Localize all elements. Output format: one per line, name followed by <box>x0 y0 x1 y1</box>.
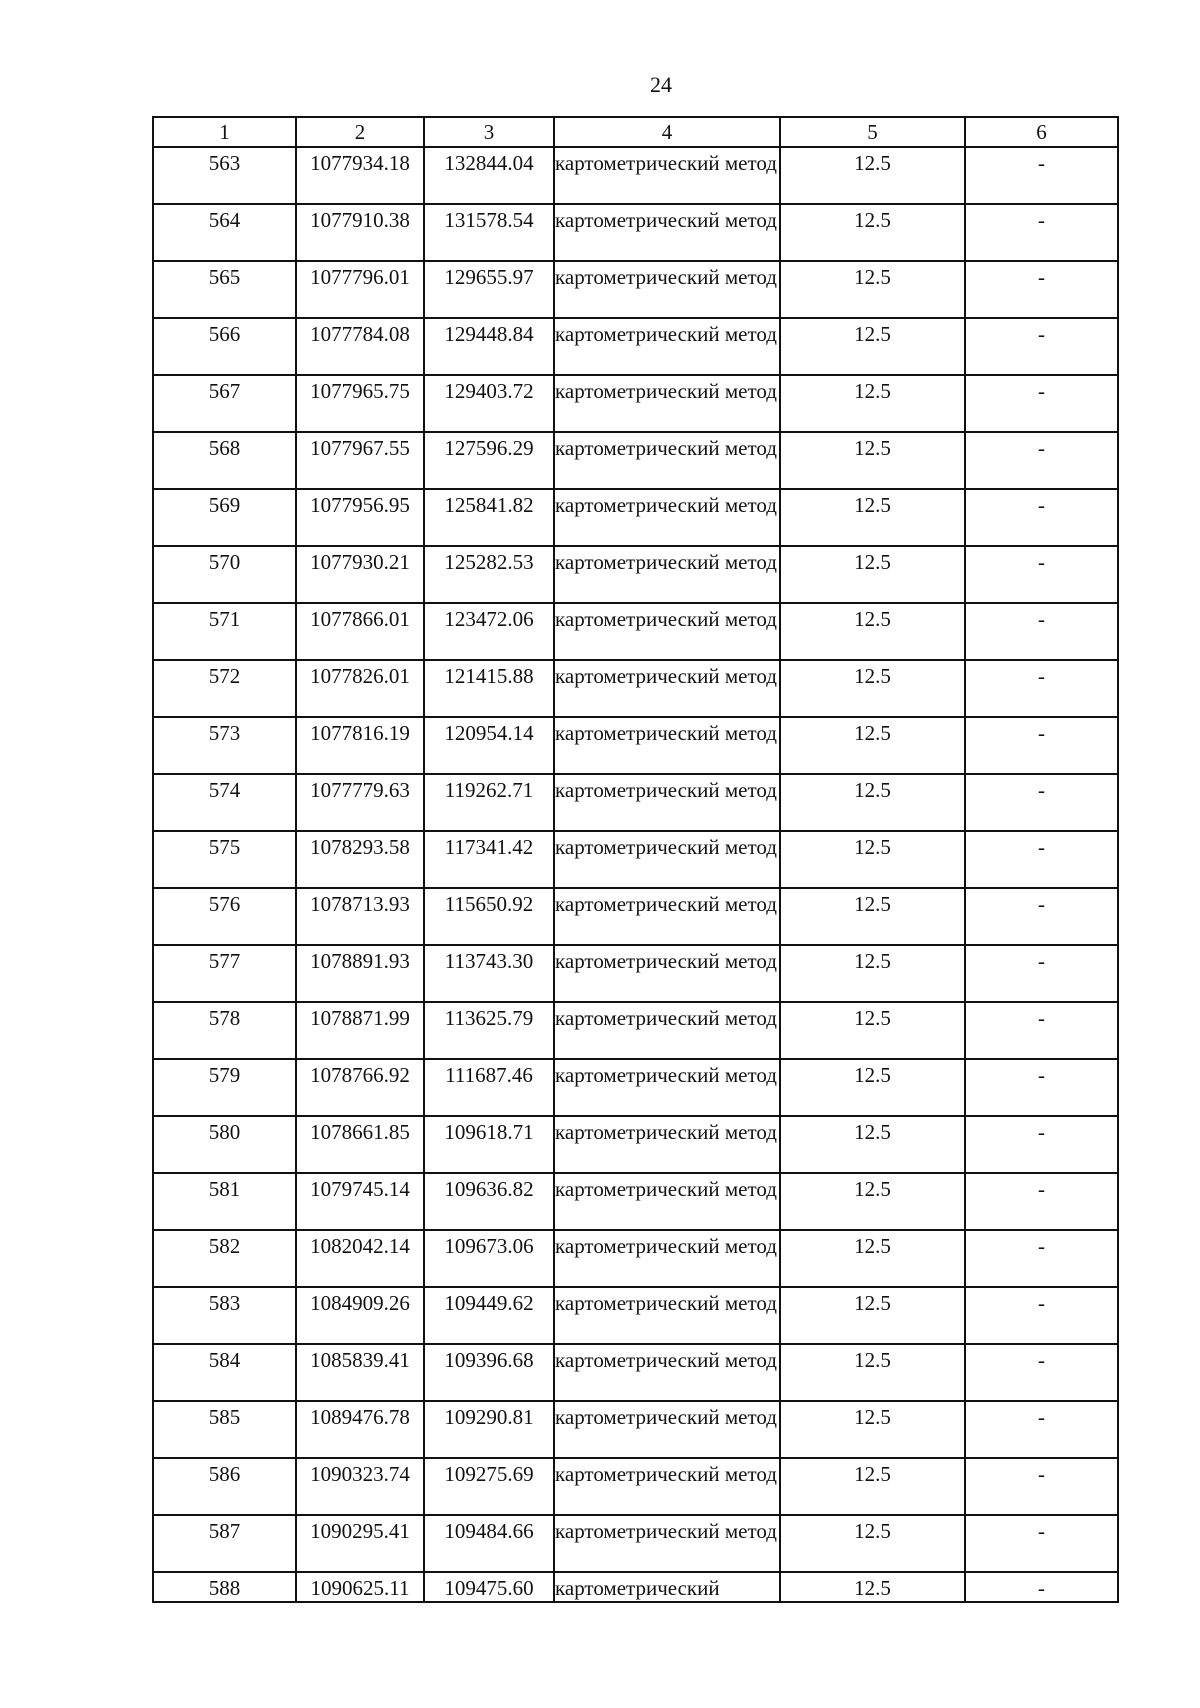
point-number-cell: 577 <box>153 945 296 1002</box>
y-coordinate-cell: 109636.82 <box>424 1173 554 1230</box>
error-cell: 12.5 <box>780 1401 965 1458</box>
point-number-cell: 578 <box>153 1002 296 1059</box>
error-cell: 12.5 <box>780 717 965 774</box>
y-coordinate-cell: 109475.60 <box>424 1572 554 1602</box>
method-cell: картометрический метод <box>554 831 780 888</box>
table-row <box>153 261 1118 318</box>
method-cell: картометрический метод <box>554 1515 780 1572</box>
table-row <box>153 945 1118 1002</box>
table-header <box>153 117 1118 147</box>
note-cell: - <box>965 945 1118 1002</box>
table-row <box>153 489 1118 546</box>
note-cell: - <box>965 261 1118 318</box>
y-coordinate-cell: 132844.04 <box>424 147 554 204</box>
method-cell: картометрический метод <box>554 318 780 375</box>
x-coordinate-cell: 1078661.85 <box>296 1116 424 1173</box>
column-header: 4 <box>554 117 780 147</box>
table-row <box>153 1344 1118 1401</box>
point-number-cell: 584 <box>153 1344 296 1401</box>
y-coordinate-cell: 109673.06 <box>424 1230 554 1287</box>
error-cell: 12.5 <box>780 660 965 717</box>
y-coordinate-cell: 117341.42 <box>424 831 554 888</box>
point-number-cell: 579 <box>153 1059 296 1116</box>
error-cell: 12.5 <box>780 603 965 660</box>
column-header: 1 <box>153 117 296 147</box>
column-header: 6 <box>965 117 1118 147</box>
error-cell: 12.5 <box>780 375 965 432</box>
method-cell: картометрический метод <box>554 1116 780 1173</box>
y-coordinate-cell: 109290.81 <box>424 1401 554 1458</box>
table-row <box>153 831 1118 888</box>
table-row <box>153 375 1118 432</box>
column-header: 5 <box>780 117 965 147</box>
note-cell: - <box>965 318 1118 375</box>
y-coordinate-cell: 129655.97 <box>424 261 554 318</box>
method-cell: картометрический метод <box>554 888 780 945</box>
y-coordinate-cell: 111687.46 <box>424 1059 554 1116</box>
table-row <box>153 1572 1118 1602</box>
note-cell: - <box>965 1173 1118 1230</box>
method-cell: картометрический метод <box>554 1059 780 1116</box>
point-number-cell: 580 <box>153 1116 296 1173</box>
point-number-cell: 564 <box>153 204 296 261</box>
table-row <box>153 888 1118 945</box>
point-number-cell: 567 <box>153 375 296 432</box>
table-row <box>153 1173 1118 1230</box>
point-number-cell: 588 <box>153 1572 296 1602</box>
method-cell: картометрический метод <box>554 774 780 831</box>
point-number-cell: 586 <box>153 1458 296 1515</box>
error-cell: 12.5 <box>780 1458 965 1515</box>
point-number-cell: 570 <box>153 546 296 603</box>
method-cell: картометрический метод <box>554 1458 780 1515</box>
table-row <box>153 660 1118 717</box>
method-cell: картометрический метод <box>554 432 780 489</box>
method-cell: картометрический метод <box>554 1287 780 1344</box>
note-cell: - <box>965 1344 1118 1401</box>
table-row <box>153 1401 1118 1458</box>
note-cell: - <box>965 147 1118 204</box>
point-number-cell: 582 <box>153 1230 296 1287</box>
note-cell: - <box>965 603 1118 660</box>
error-cell: 12.5 <box>780 1230 965 1287</box>
x-coordinate-cell: 1078766.92 <box>296 1059 424 1116</box>
y-coordinate-cell: 115650.92 <box>424 888 554 945</box>
error-cell: 12.5 <box>780 1344 965 1401</box>
y-coordinate-cell: 120954.14 <box>424 717 554 774</box>
method-cell: картометрический метод <box>554 1401 780 1458</box>
table-row <box>153 1002 1118 1059</box>
x-coordinate-cell: 1089476.78 <box>296 1401 424 1458</box>
x-coordinate-cell: 1077930.21 <box>296 546 424 603</box>
note-cell: - <box>965 774 1118 831</box>
error-cell: 12.5 <box>780 147 965 204</box>
note-cell: - <box>965 831 1118 888</box>
note-cell: - <box>965 888 1118 945</box>
y-coordinate-cell: 109484.66 <box>424 1515 554 1572</box>
y-coordinate-cell: 109449.62 <box>424 1287 554 1344</box>
note-cell: - <box>965 660 1118 717</box>
coordinates-table <box>152 116 1119 1603</box>
method-cell: картометрический метод <box>554 261 780 318</box>
x-coordinate-cell: 1077784.08 <box>296 318 424 375</box>
x-coordinate-cell: 1077967.55 <box>296 432 424 489</box>
table-row <box>153 432 1118 489</box>
note-cell: - <box>965 1458 1118 1515</box>
note-cell: - <box>965 1515 1118 1572</box>
x-coordinate-cell: 1077826.01 <box>296 660 424 717</box>
y-coordinate-cell: 113743.30 <box>424 945 554 1002</box>
error-cell: 12.5 <box>780 888 965 945</box>
point-number-cell: 568 <box>153 432 296 489</box>
x-coordinate-cell: 1085839.41 <box>296 1344 424 1401</box>
point-number-cell: 566 <box>153 318 296 375</box>
y-coordinate-cell: 109275.69 <box>424 1458 554 1515</box>
note-cell: - <box>965 432 1118 489</box>
error-cell: 12.5 <box>780 774 965 831</box>
point-number-cell: 573 <box>153 717 296 774</box>
note-cell: - <box>965 1059 1118 1116</box>
y-coordinate-cell: 129448.84 <box>424 318 554 375</box>
method-cell: картометрический метод <box>554 375 780 432</box>
error-cell: 12.5 <box>780 1287 965 1344</box>
point-number-cell: 563 <box>153 147 296 204</box>
method-cell: картометрический <box>554 1572 780 1602</box>
point-number-cell: 565 <box>153 261 296 318</box>
table-row <box>153 147 1118 204</box>
point-number-cell: 571 <box>153 603 296 660</box>
x-coordinate-cell: 1090295.41 <box>296 1515 424 1572</box>
y-coordinate-cell: 109618.71 <box>424 1116 554 1173</box>
x-coordinate-cell: 1082042.14 <box>296 1230 424 1287</box>
error-cell: 12.5 <box>780 1515 965 1572</box>
note-cell: - <box>965 204 1118 261</box>
y-coordinate-cell: 113625.79 <box>424 1002 554 1059</box>
x-coordinate-cell: 1077779.63 <box>296 774 424 831</box>
method-cell: картометрический метод <box>554 1002 780 1059</box>
x-coordinate-cell: 1077910.38 <box>296 204 424 261</box>
point-number-cell: 576 <box>153 888 296 945</box>
method-cell: картометрический метод <box>554 546 780 603</box>
x-coordinate-cell: 1079745.14 <box>296 1173 424 1230</box>
table-row <box>153 603 1118 660</box>
table-row <box>153 546 1118 603</box>
table-row <box>153 1059 1118 1116</box>
table-row <box>153 774 1118 831</box>
x-coordinate-cell: 1078293.58 <box>296 831 424 888</box>
x-coordinate-cell: 1078891.93 <box>296 945 424 1002</box>
y-coordinate-cell: 125282.53 <box>424 546 554 603</box>
error-cell: 12.5 <box>780 432 965 489</box>
error-cell: 12.5 <box>780 1002 965 1059</box>
x-coordinate-cell: 1090323.74 <box>296 1458 424 1515</box>
table-row <box>153 1458 1118 1515</box>
x-coordinate-cell: 1078871.99 <box>296 1002 424 1059</box>
y-coordinate-cell: 129403.72 <box>424 375 554 432</box>
y-coordinate-cell: 131578.54 <box>424 204 554 261</box>
x-coordinate-cell: 1077866.01 <box>296 603 424 660</box>
point-number-cell: 581 <box>153 1173 296 1230</box>
column-header: 2 <box>296 117 424 147</box>
y-coordinate-cell: 125841.82 <box>424 489 554 546</box>
note-cell: - <box>965 1287 1118 1344</box>
table-row <box>153 318 1118 375</box>
x-coordinate-cell: 1077965.75 <box>296 375 424 432</box>
error-cell: 12.5 <box>780 489 965 546</box>
point-number-cell: 575 <box>153 831 296 888</box>
page-number: 24 <box>650 72 672 97</box>
y-coordinate-cell: 123472.06 <box>424 603 554 660</box>
y-coordinate-cell: 109396.68 <box>424 1344 554 1401</box>
point-number-cell: 583 <box>153 1287 296 1344</box>
x-coordinate-cell: 1077816.19 <box>296 717 424 774</box>
error-cell: 12.5 <box>780 1173 965 1230</box>
note-cell: - <box>965 717 1118 774</box>
table-row <box>153 717 1118 774</box>
point-number-cell: 587 <box>153 1515 296 1572</box>
note-cell: - <box>965 1002 1118 1059</box>
table-row <box>153 1287 1118 1344</box>
x-coordinate-cell: 1077796.01 <box>296 261 424 318</box>
method-cell: картометрический метод <box>554 1230 780 1287</box>
column-header: 3 <box>424 117 554 147</box>
note-cell: - <box>965 1572 1118 1602</box>
note-cell: - <box>965 489 1118 546</box>
table-row <box>153 1116 1118 1173</box>
note-cell: - <box>965 1401 1118 1458</box>
y-coordinate-cell: 119262.71 <box>424 774 554 831</box>
point-number-cell: 574 <box>153 774 296 831</box>
method-cell: картометрический метод <box>554 945 780 1002</box>
method-cell: картометрический метод <box>554 1344 780 1401</box>
point-number-cell: 585 <box>153 1401 296 1458</box>
error-cell: 12.5 <box>780 1116 965 1173</box>
error-cell: 12.5 <box>780 1059 965 1116</box>
method-cell: картометрический метод <box>554 717 780 774</box>
method-cell: картометрический метод <box>554 603 780 660</box>
header-row <box>153 117 1118 147</box>
x-coordinate-cell: 1077956.95 <box>296 489 424 546</box>
method-cell: картометрический метод <box>554 204 780 261</box>
x-coordinate-cell: 1090625.11 <box>296 1572 424 1602</box>
note-cell: - <box>965 546 1118 603</box>
error-cell: 12.5 <box>780 831 965 888</box>
note-cell: - <box>965 375 1118 432</box>
table-row <box>153 1230 1118 1287</box>
error-cell: 12.5 <box>780 261 965 318</box>
y-coordinate-cell: 127596.29 <box>424 432 554 489</box>
x-coordinate-cell: 1084909.26 <box>296 1287 424 1344</box>
note-cell: - <box>965 1230 1118 1287</box>
method-cell: картометрический метод <box>554 147 780 204</box>
point-number-cell: 572 <box>153 660 296 717</box>
y-coordinate-cell: 121415.88 <box>424 660 554 717</box>
method-cell: картометрический метод <box>554 489 780 546</box>
error-cell: 12.5 <box>780 945 965 1002</box>
x-coordinate-cell: 1078713.93 <box>296 888 424 945</box>
table-body <box>153 147 1118 1602</box>
table-row <box>153 204 1118 261</box>
error-cell: 12.5 <box>780 318 965 375</box>
method-cell: картометрический метод <box>554 1173 780 1230</box>
table-row <box>153 1515 1118 1572</box>
error-cell: 12.5 <box>780 546 965 603</box>
error-cell: 12.5 <box>780 204 965 261</box>
method-cell: картометрический метод <box>554 660 780 717</box>
error-cell: 12.5 <box>780 1572 965 1602</box>
note-cell: - <box>965 1116 1118 1173</box>
point-number-cell: 569 <box>153 489 296 546</box>
x-coordinate-cell: 1077934.18 <box>296 147 424 204</box>
